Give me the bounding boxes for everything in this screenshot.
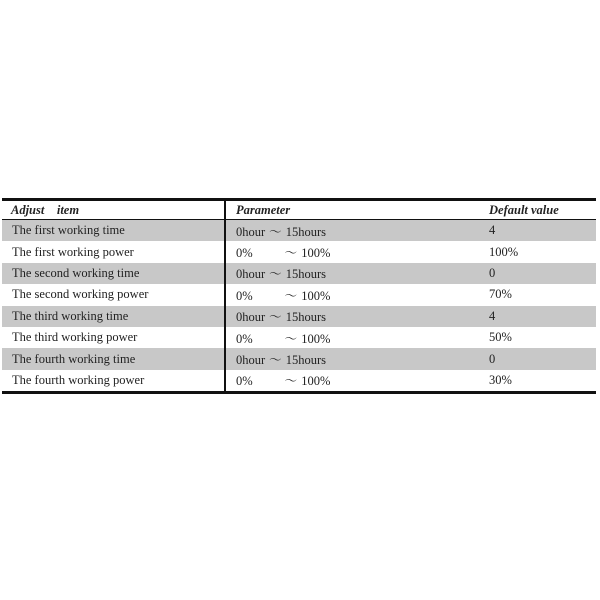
row-parameter xyxy=(225,220,475,242)
param-from: 0% xyxy=(236,246,253,261)
row-default: 70% xyxy=(489,287,512,302)
range-separator: ～ xyxy=(269,310,282,325)
param-to: 100% xyxy=(301,288,331,303)
row-parameter xyxy=(225,306,475,327)
param-to: 100% xyxy=(301,374,331,389)
table-row xyxy=(2,284,596,305)
param-from: 0hour xyxy=(236,267,266,282)
table-row xyxy=(2,348,596,369)
param-from: 0hour xyxy=(236,310,266,325)
range-separator: ～ xyxy=(284,288,298,303)
param-to: 15hours xyxy=(285,224,326,239)
row-default: 100% xyxy=(489,244,519,259)
table-row xyxy=(2,263,596,284)
row-default: 30% xyxy=(489,372,512,387)
table-row xyxy=(2,327,596,348)
row-item: The third working power xyxy=(2,327,225,348)
row-item: The third working time xyxy=(2,306,225,327)
header-adjust-item: Adjust item xyxy=(2,201,225,220)
range-separator: ～ xyxy=(269,224,282,239)
row-default: 0 xyxy=(475,348,596,369)
range-separator: ～ xyxy=(284,331,298,346)
row-default: 50% xyxy=(489,330,512,345)
row-parameter xyxy=(225,327,475,348)
param-to: 15hours xyxy=(285,267,326,282)
param-from: 0hour xyxy=(236,353,266,368)
row-default: 4 xyxy=(475,220,596,242)
row-item: The first working power xyxy=(2,241,225,262)
table-row xyxy=(2,241,596,262)
row-item: The second working power xyxy=(2,284,225,305)
range-separator: ～ xyxy=(269,353,282,368)
row-parameter xyxy=(225,263,475,284)
header-default-value: Default value xyxy=(475,201,596,220)
range-separator: ～ xyxy=(269,267,282,282)
param-to: 15hours xyxy=(285,353,326,368)
row-item: The fourth working time xyxy=(2,348,225,369)
row-item: The first working time xyxy=(2,220,225,242)
param-from: 0% xyxy=(236,288,253,303)
table-header-row xyxy=(2,201,596,220)
table-row xyxy=(2,306,596,327)
param-to: 100% xyxy=(301,246,331,261)
param-from: 0% xyxy=(236,374,253,389)
param-to: 100% xyxy=(301,331,331,346)
settings-table-container xyxy=(2,198,596,394)
row-parameter xyxy=(225,241,475,262)
row-item: The second working time xyxy=(2,263,225,284)
row-default: 0 xyxy=(475,263,596,284)
row-parameter xyxy=(225,370,475,391)
range-separator: ～ xyxy=(284,374,298,389)
table-row xyxy=(2,220,596,242)
row-parameter xyxy=(225,284,475,305)
row-default: 4 xyxy=(475,306,596,327)
param-from: 0hour xyxy=(236,224,266,239)
row-item: The fourth working power xyxy=(2,370,225,391)
table-row xyxy=(2,370,596,391)
header-parameter: Parameter xyxy=(225,201,475,220)
param-from: 0% xyxy=(236,331,253,346)
settings-table xyxy=(2,201,596,391)
param-to: 15hours xyxy=(285,310,326,325)
row-parameter xyxy=(225,348,475,369)
range-separator: ～ xyxy=(284,246,298,261)
